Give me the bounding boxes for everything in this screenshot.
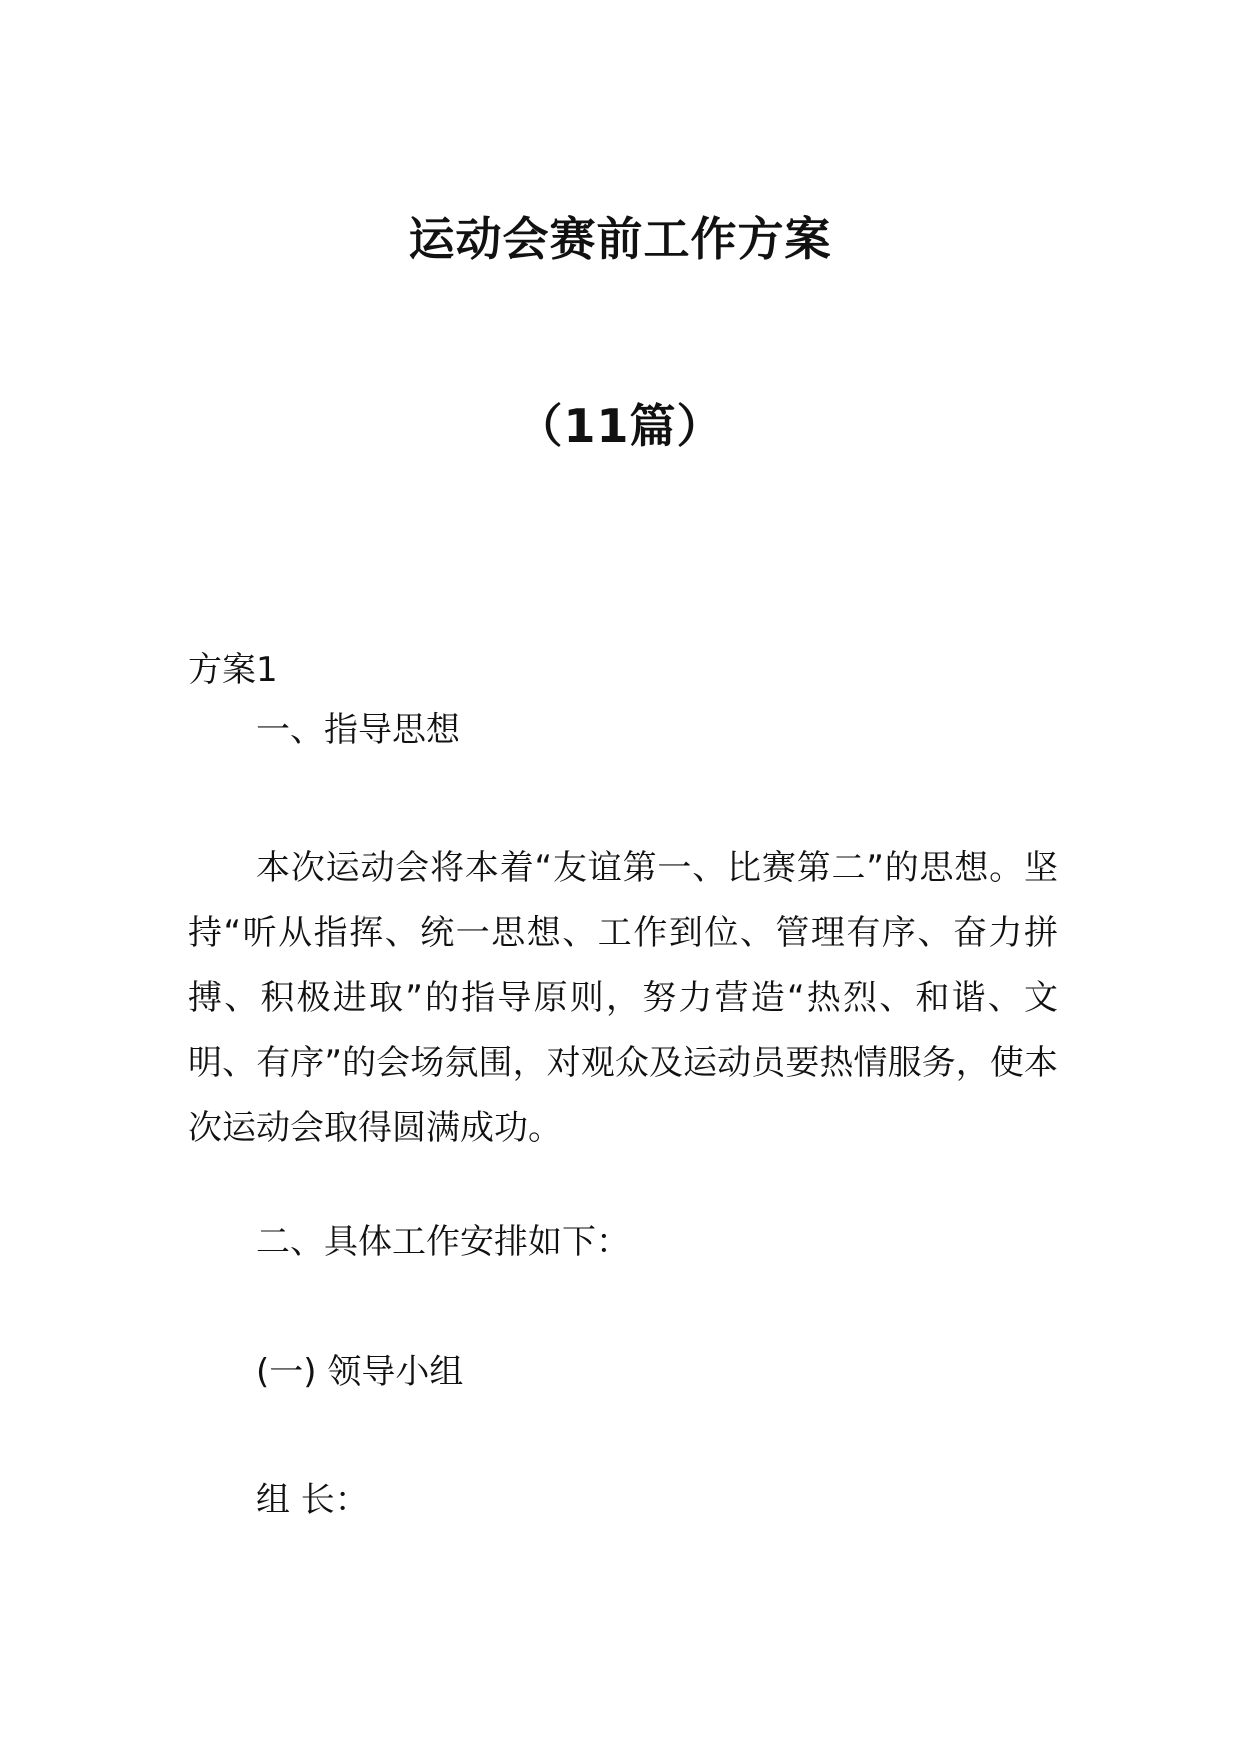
field-group-leader: 组 长： (256, 1480, 369, 1520)
heading-guiding-ideology: 一、指导思想 (256, 710, 460, 750)
document-subtitle: （11篇） (516, 399, 724, 453)
heading-work-arrangement: 二、具体工作安排如下： (256, 1222, 630, 1262)
document-title: 运动会赛前工作方案 (408, 212, 832, 266)
section-label: 方案1 (188, 650, 278, 690)
subheading-leading-group: (一) 领导小组 (256, 1352, 464, 1392)
paragraph-guiding-ideology: 本次运动会将本着“友谊第一、比赛第二”的思想。坚持“听从指挥、统一思想、工作到位、管理有序、奋力拼搏、积极进取”的指导原则，努力营造“热烈、和谐、文明、有序”的会场氛围，对观众及运动员要热情服务，使本次运动会取得圆满成功。 (188, 848, 1058, 1148)
